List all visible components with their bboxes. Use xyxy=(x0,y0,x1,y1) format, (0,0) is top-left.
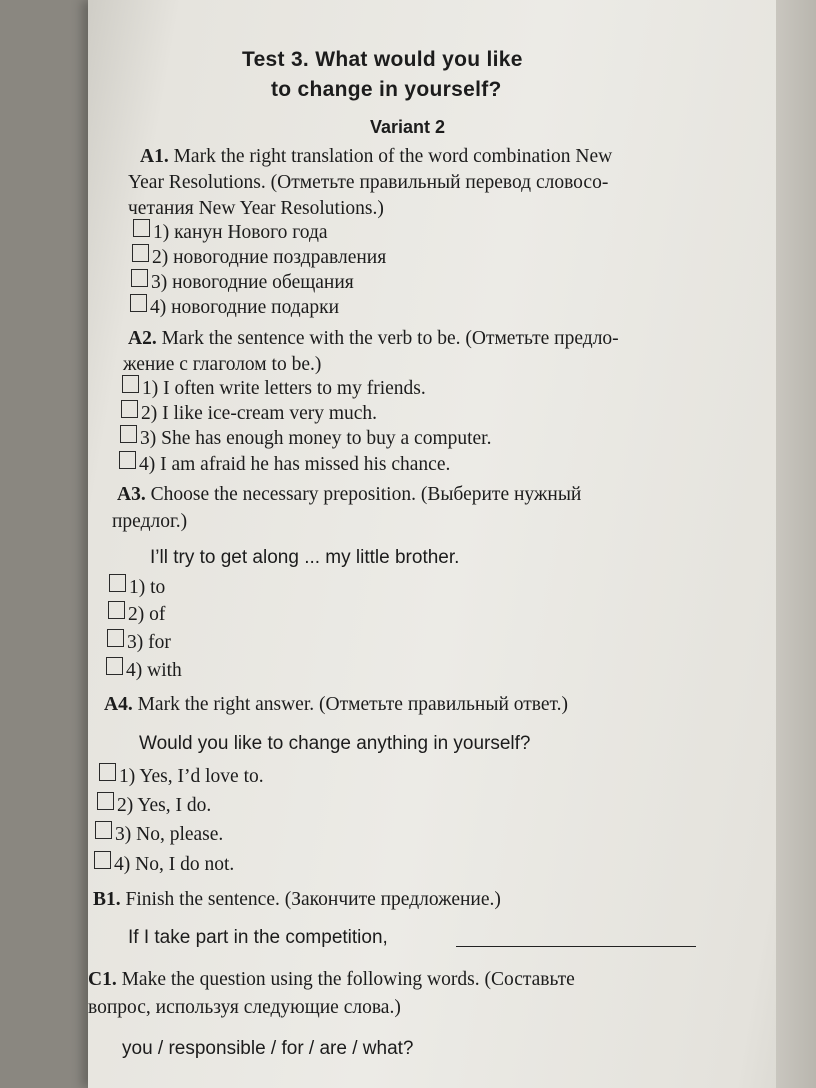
a1-option4-label: 4) новогодние подарки xyxy=(150,297,340,318)
a4-line1 xyxy=(104,694,568,716)
a3-option3-checkbox[interactable] xyxy=(107,629,124,647)
c1-number: C1. xyxy=(88,969,117,990)
a1-option1-label: 1) канун Нового года xyxy=(153,222,328,243)
test-title-line1: Test 3. What would you like xyxy=(242,48,523,71)
a3-question-text: Choose the necessary preposition. (Выберите нужный xyxy=(150,484,582,505)
a1-option4-checkbox[interactable] xyxy=(130,294,147,312)
a3-option2-checkbox[interactable] xyxy=(108,601,125,619)
a4-option4-checkbox[interactable] xyxy=(94,851,111,869)
a4-option4-label: 4) No, I do not. xyxy=(114,854,235,875)
c1-words: you / responsible / for / are / what? xyxy=(122,1038,414,1059)
b1-answer-blank[interactable] xyxy=(456,946,696,947)
a2-line2: жение с глаголом to be.) xyxy=(123,354,322,375)
a3-sentence: I’ll try to get along ... my little brother. xyxy=(150,547,460,568)
a4-option1-label: 1) Yes, I’d love to. xyxy=(119,766,264,787)
a2-option4-label: 4) I am afraid he has missed his chance. xyxy=(139,454,451,475)
a2-option1-checkbox[interactable] xyxy=(122,375,139,393)
b1-line1 xyxy=(93,889,501,911)
a2-option1-label: 1) I often write letters to my friends. xyxy=(142,378,426,399)
a2-option3-label: 3) She has enough money to buy a computer. xyxy=(140,428,492,449)
c1-question-text: Make the question using the following words. (Составьте xyxy=(121,969,575,990)
c1-line2: вопрос, используя следующие слова.) xyxy=(88,997,401,1018)
a1-option3-label: 3) новогодние обещания xyxy=(151,272,354,293)
b1-sentence: If I take part in the competition, xyxy=(128,927,388,948)
a1-option2-checkbox[interactable] xyxy=(132,244,149,262)
a3-option4-label: 4) with xyxy=(126,660,182,681)
a2-option2-label: 2) I like ice-cream very much. xyxy=(141,403,378,424)
a1-option2-label: 2) новогодние поздравления xyxy=(152,247,387,268)
a4-question-text: Mark the right answer. (Отметьте правильный ответ.) xyxy=(137,694,568,715)
test-title-line2: to change in yourself? xyxy=(271,78,502,101)
a4-option1-checkbox[interactable] xyxy=(99,763,116,781)
a4-sentence: Would you like to change anything in yourself? xyxy=(139,733,531,754)
a2-line1 xyxy=(128,328,619,350)
a3-option1-label: 1) to xyxy=(129,577,166,598)
a1-line3: четания New Year Resolutions.) xyxy=(128,198,384,219)
a2-question-text: Mark the sentence with the verb to be. (Отметьте предло- xyxy=(161,328,619,349)
a3-option2-label: 2) of xyxy=(128,604,166,625)
a3-option3-label: 3) for xyxy=(127,632,171,653)
a1-question-text: Mark the right translation of the word combination New xyxy=(173,146,613,167)
a1-option3-checkbox[interactable] xyxy=(131,269,148,287)
a1-line2: Year Resolutions. (Отметьте правильный перевод словосо- xyxy=(128,172,609,193)
a1-line1 xyxy=(140,146,612,168)
a4-option2-label: 2) Yes, I do. xyxy=(117,795,212,816)
b1-question-text: Finish the sentence. (Закончите предложение.) xyxy=(125,889,501,910)
a3-option4-checkbox[interactable] xyxy=(106,657,123,675)
a1-option1-checkbox[interactable] xyxy=(133,219,150,237)
a2-option4-checkbox[interactable] xyxy=(119,451,136,469)
a3-option1-checkbox[interactable] xyxy=(109,574,126,592)
a3-line2: предлог.) xyxy=(112,511,188,532)
c1-line1 xyxy=(88,969,575,991)
a2-option3-checkbox[interactable] xyxy=(120,425,137,443)
a4-option2-checkbox[interactable] xyxy=(97,792,114,810)
a4-option3-label: 3) No, please. xyxy=(115,824,224,845)
a4-number: A4. xyxy=(104,694,133,715)
next-page-edge xyxy=(776,0,816,1088)
variant-label: Variant 2 xyxy=(370,117,446,137)
a3-line1 xyxy=(117,484,581,506)
a2-option2-checkbox[interactable] xyxy=(121,400,138,418)
a2-number: A2. xyxy=(128,328,157,349)
a3-number: A3. xyxy=(117,484,146,505)
a4-option3-checkbox[interactable] xyxy=(95,821,112,839)
a1-number: A1. xyxy=(140,146,169,167)
b1-number: B1. xyxy=(93,889,121,910)
